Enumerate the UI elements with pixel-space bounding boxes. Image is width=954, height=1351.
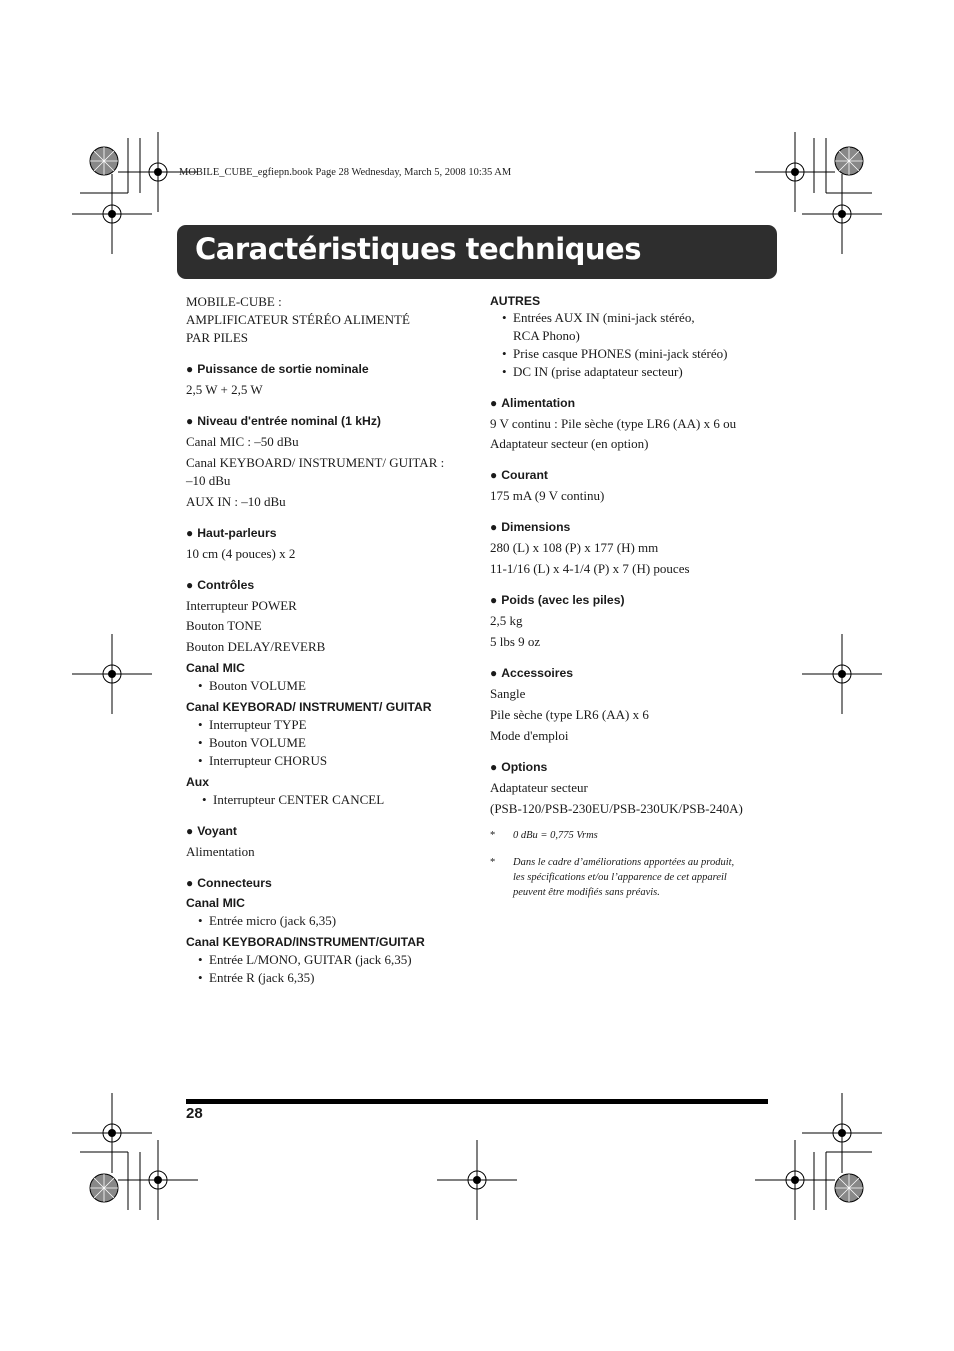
spec-line: 11-1/16 (L) x 4-1/4 (P) x 7 (H) pouces <box>490 561 690 576</box>
section-heading-alimentation: ● Alimentation <box>490 395 770 411</box>
intro-line: PAR PILES <box>186 330 249 345</box>
left-column <box>186 293 471 987</box>
spec-line: Adaptateur secteur <box>490 780 588 795</box>
section-heading-haut-parleurs: ● Haut-parleurs <box>186 525 471 541</box>
section-heading-poids: ● Poids (avec les piles) <box>490 592 770 608</box>
section-heading-controles: ● Contrôles <box>186 577 471 593</box>
footnote-marker: * <box>490 857 496 868</box>
subheading-canal-mic: Canal MIC <box>186 896 245 910</box>
spec-line: 5 lbs 9 oz <box>490 634 541 649</box>
page-title: Caractéristiques techniques <box>195 232 641 266</box>
list-item: • Interrupteur TYPE <box>200 716 471 734</box>
list-item: • Entrée R (jack 6,35) <box>200 969 471 987</box>
section-heading-puissance: ● Puissance de sortie nominale <box>186 361 471 377</box>
list-item: • Interrupteur CENTER CANCEL <box>204 791 471 809</box>
footnote-marker: * <box>490 830 496 841</box>
section-heading-niveau: ● Niveau d'entrée nominal (1 kHz) <box>186 413 471 429</box>
list-item-continuation: RCA Phono) <box>513 328 580 343</box>
title-bar <box>177 225 777 279</box>
spec-line: Alimentation <box>186 844 255 859</box>
bullet-list <box>186 791 471 809</box>
print-header-line: MOBILE_CUBE_egfiepn.book Page 28 Wednesday, March 5, 2008 10:35 AM <box>179 167 512 178</box>
section-heading-connecteurs: ● Connecteurs <box>186 875 471 891</box>
list-item: • Bouton VOLUME <box>200 677 471 695</box>
footnote-text: les spécifications et/ou l’apparence de cet appareil <box>513 872 727 883</box>
spec-line: 2,5 W + 2,5 W <box>186 382 263 397</box>
bullet-list <box>186 677 471 695</box>
list-item: • Entrée micro (jack 6,35) <box>200 912 471 930</box>
subheading-canal-keyboard: Canal KEYBORAD/ INSTRUMENT/ GUITAR <box>186 700 432 714</box>
spec-line: 2,5 kg <box>490 613 523 628</box>
bullet-list <box>490 309 770 381</box>
intro-line: AMPLIFICATEUR STÉRÉO ALIMENTÉ <box>186 312 410 327</box>
spec-line: Sangle <box>490 686 526 701</box>
footnote <box>490 855 770 900</box>
section-heading-courant: ● Courant <box>490 467 770 483</box>
spec-line: Pile sèche (type LR6 (AA) x 6 <box>490 707 649 722</box>
spec-line: AUX IN : –10 dBu <box>186 494 286 509</box>
spec-line: Bouton TONE <box>186 618 262 633</box>
list-item: • Interrupteur CHORUS <box>200 752 471 770</box>
subheading-canal-keyboard: Canal KEYBORAD/INSTRUMENT/GUITAR <box>186 935 425 949</box>
list-item: • Entrées AUX IN (mini-jack stéréo, <box>504 309 770 327</box>
section-heading-options: ● Options <box>490 759 770 775</box>
footnote-text: peuvent être modifiés sans préavis. <box>513 887 660 898</box>
footer-rule <box>186 1099 768 1104</box>
bullet-list <box>186 716 471 770</box>
page-number: 28 <box>186 1105 203 1122</box>
spec-line: Bouton DELAY/REVERB <box>186 639 326 654</box>
section-heading-voyant: ● Voyant <box>186 823 471 839</box>
list-item: • DC IN (prise adaptateur secteur) <box>504 363 770 381</box>
bullet-list <box>186 912 471 930</box>
section-heading-accessoires: ● Accessoires <box>490 665 770 681</box>
spec-line: 9 V continu : Pile sèche (type LR6 (AA) x 6 ou <box>490 416 737 431</box>
spec-line: Canal KEYBOARD/ INSTRUMENT/ GUITAR : <box>186 455 445 470</box>
spec-line: 175 mA (9 V continu) <box>490 488 605 503</box>
right-column <box>490 293 770 900</box>
subheading-aux: Aux <box>186 775 210 789</box>
subheading-canal-mic: Canal MIC <box>186 661 245 675</box>
spec-line: 10 cm (4 pouces) x 2 <box>186 546 296 561</box>
section-heading-autres: AUTRES <box>490 294 541 308</box>
footnote-text: 0 dBu = 0,775 Vrms <box>513 830 598 841</box>
list-item: • Bouton VOLUME <box>200 734 471 752</box>
footnote-text: Dans le cadre d’améliorations apportées au produit, <box>513 857 735 868</box>
section-heading-dimensions: ● Dimensions <box>490 519 770 535</box>
spec-line: Mode d'emploi <box>490 728 569 743</box>
spec-line: –10 dBu <box>186 473 231 488</box>
spec-line: (PSB-120/PSB-230EU/PSB-230UK/PSB-240A) <box>490 801 743 816</box>
spec-line: 280 (L) x 108 (P) x 177 (H) mm <box>490 540 659 555</box>
list-item: • Entrée L/MONO, GUITAR (jack 6,35) <box>200 951 471 969</box>
spec-line: Canal MIC : –50 dBu <box>186 434 299 449</box>
spec-line: Interrupteur POWER <box>186 598 297 613</box>
bullet-list <box>186 951 471 987</box>
footnote <box>490 828 770 843</box>
spec-line: Adaptateur secteur (en option) <box>490 436 649 451</box>
intro-line: MOBILE-CUBE : <box>186 294 282 309</box>
list-item: • Prise casque PHONES (mini-jack stéréo) <box>504 345 770 363</box>
footnote-text-block <box>513 855 734 900</box>
